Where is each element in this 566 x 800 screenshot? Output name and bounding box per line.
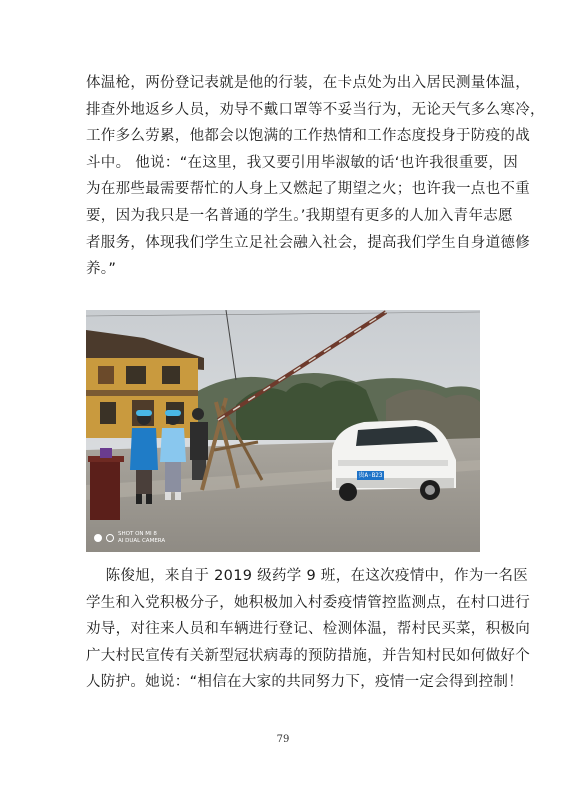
text-line: 工作多么劳累，他都会以饱满的工作热情和工作态度投身于防疫的战 <box>86 128 530 145</box>
text-line: 广大村民宣传有关新型冠状病毒的预防措施，并告知村民如何做好个 <box>86 647 530 664</box>
license-plate: 贵A·B23 <box>358 472 383 479</box>
page-number: 79 <box>276 734 290 745</box>
text-line: 劝导，对往来人员和车辆进行登记、检测体温，帮村民买菜，积极向 <box>86 621 530 638</box>
paragraph-1 <box>86 70 545 283</box>
paragraph-2 <box>86 563 530 696</box>
text-line: 人防护。她说：“相信在大家的共同努力下，疫情一定会得到控制！ <box>86 674 524 691</box>
watermark-dot-icon <box>94 534 102 542</box>
text-line: 者服务，体现我们学生立足社会融入社会，提高我们学生自身道德修 <box>86 234 530 251</box>
watermark-line-2: AI DUAL CAMERA <box>118 537 166 544</box>
watermark-ring-icon <box>106 534 114 542</box>
text-line: 排查外地返乡人员，劝导不戴口罩等不妥当行为，无论天气多么寒冷， <box>86 101 545 118</box>
text-line: 斗中。 他说：“在这里，我又要引用毕淑敏的话‘也许我很重要，因 <box>86 154 519 171</box>
checkpoint-photo <box>86 310 480 552</box>
watermark-line-1: SHOT ON MI 8 <box>118 531 157 537</box>
text-line: 体温枪，两份登记表就是他的行装，在卡点处为出入居民测量体温， <box>86 75 530 91</box>
text-line: 为在那些最需要帮忙的人身上又燃起了期望之火；也许我一点也不重 <box>86 181 530 198</box>
text-line: 学生和入党积极分子，她积极加入村委疫情管控监测点，在村口进行 <box>86 594 530 611</box>
text-line: 要，因为我只是一名普通的学生。’我期望有更多的人加入青年志愿 <box>86 207 513 224</box>
text-line: 养。” <box>86 261 117 278</box>
text-line: 陈俊旭，来自于 2019 级药学 9 班，在这次疫情中，作为一名医 <box>86 568 529 584</box>
camera-watermark <box>94 531 165 544</box>
